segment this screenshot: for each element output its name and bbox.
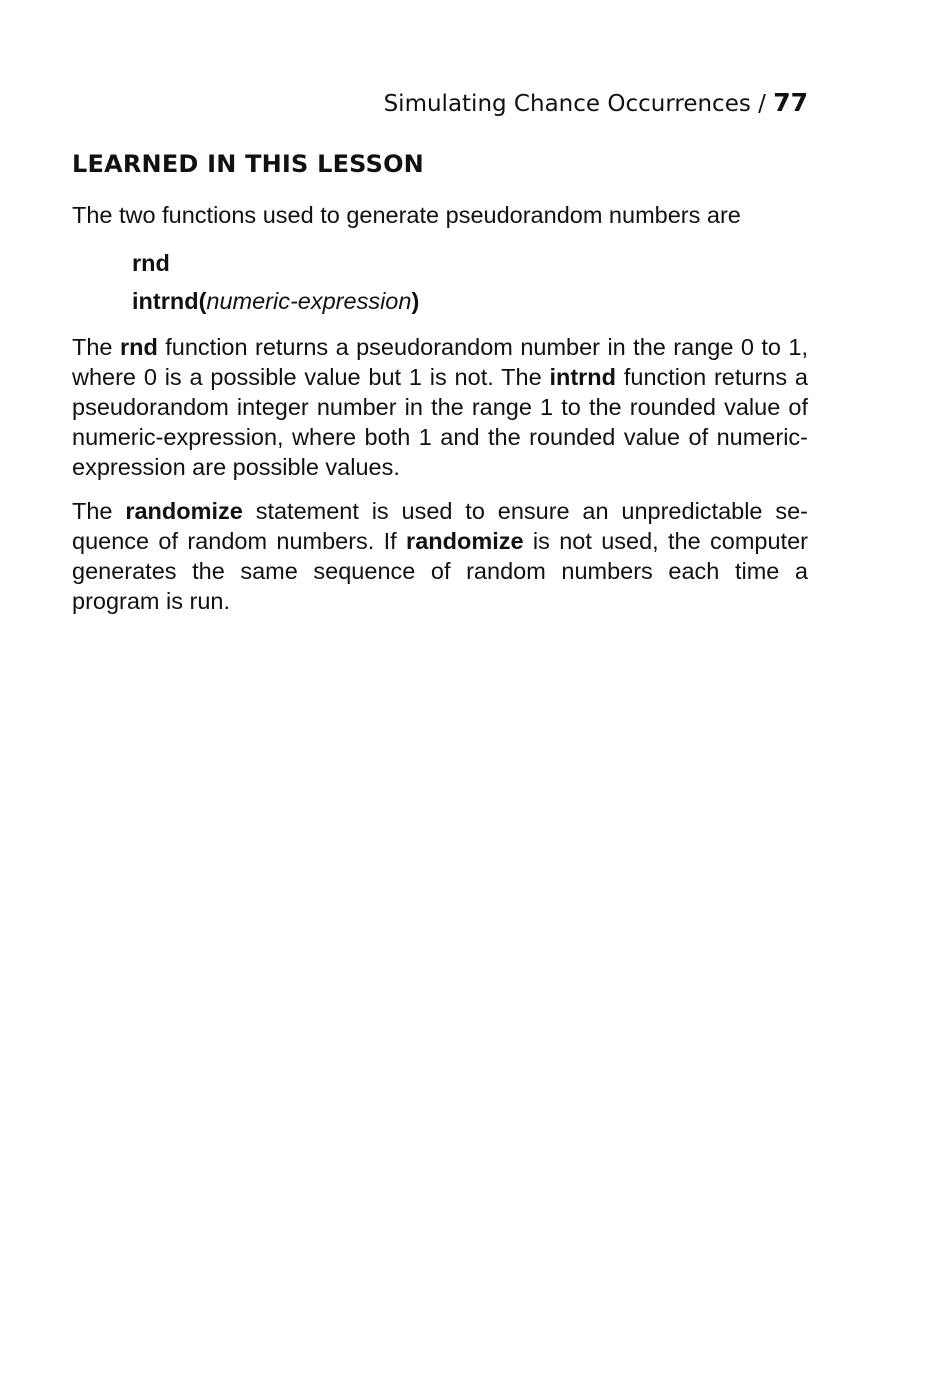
randomize-paragraph: [72, 496, 808, 616]
p2-keyword-randomize-2: randomize: [406, 528, 524, 554]
rnd-intrnd-paragraph: [72, 332, 808, 482]
p2-text-3: is not used, the computer generates the same sequence of random numbers each time a program is run.: [72, 528, 808, 614]
function-rnd-name: rnd: [132, 250, 170, 276]
intro-paragraph: The two functions used to generate pseudorandom numbers are: [72, 202, 741, 228]
p1-keyword-intrnd: intrnd: [549, 364, 617, 390]
p2-text-1: The: [72, 498, 126, 524]
page-number: 77: [773, 88, 808, 117]
p1-text-1: The: [72, 334, 120, 360]
running-title: Simulating Chance Occurrences /: [383, 91, 774, 117]
function-intrnd-name: intrnd(: [132, 288, 207, 314]
p1-keyword-rnd: rnd: [119, 334, 158, 360]
function-intrnd: [132, 282, 808, 320]
p2-keyword-randomize-1: randomize: [125, 498, 243, 524]
p1-text-3: function returns a pseudorandom integer number in the range 1 to the rounded value of numeric-expression, where both 1 and the rounded value of numeric-expression are possible values.: [72, 364, 808, 480]
running-header: [384, 88, 808, 117]
function-intrnd-close: ): [411, 288, 420, 314]
section-heading: LEARNED IN THIS LESSON: [72, 150, 424, 178]
function-rnd: [132, 244, 808, 282]
function-intrnd-argument: numeric-expression: [206, 288, 412, 314]
lesson-summary: [72, 200, 808, 616]
p2-text-2: statement is used to ensure an unpredictable sequence of random numbers. If: [72, 498, 808, 554]
function-list: [132, 244, 808, 320]
p1-text-2: function returns a pseudorandom number in the range 0 to 1, where 0 is a possible value but 1 is not. The: [72, 334, 809, 390]
